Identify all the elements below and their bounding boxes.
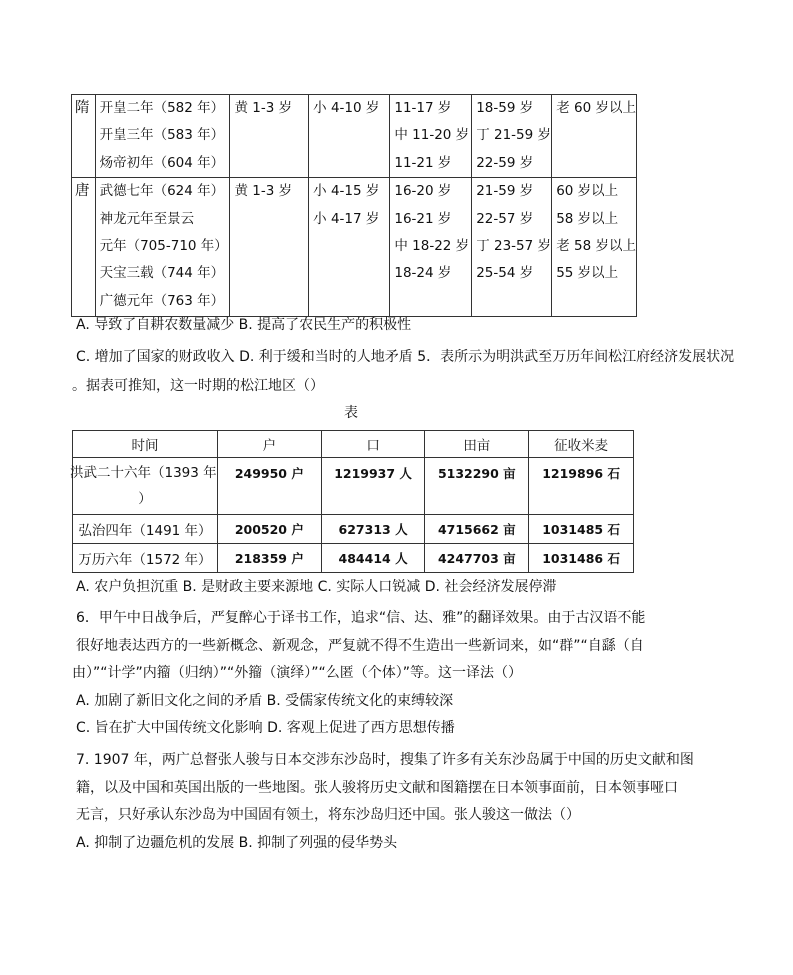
songjiang-economy-table <box>72 430 634 573</box>
table-row <box>72 178 637 317</box>
dynasty-cell: 隋 <box>72 95 96 178</box>
xiao-cell: 小 4-15 岁 小 4-17 岁 <box>309 178 390 317</box>
farmland-cell: 4715662 亩 <box>425 515 529 544</box>
grain-tax-cell: 1219896 石 <box>529 458 634 515</box>
column-header: 户 <box>217 431 321 458</box>
ding-cell: 18-59 岁 丁 21-59 岁 22-59 岁 <box>472 95 552 178</box>
xiao-cell: 小 4-10 岁 <box>309 95 390 178</box>
huang-cell: 黄 1-3 岁 <box>230 178 309 317</box>
q6-stem-line: 6．甲午中日战争后，严复醉心于译书工作，追求“信、达、雅”的翻译效果。由于古汉语不能 <box>76 610 646 626</box>
households-cell: 249950 户 <box>217 458 321 515</box>
households-cell: 218359 户 <box>217 544 321 573</box>
table-caption: 表 <box>344 405 358 421</box>
ding-cell: 21-59 岁 22-57 岁 丁 23-57 岁 25-54 岁 <box>472 178 552 317</box>
table-row <box>73 458 634 515</box>
lao-cell: 60 岁以上 58 岁以上 老 58 岁以上 55 岁以上 <box>552 178 637 317</box>
time-cell: 洪武二十六年（1393 年 ） <box>73 458 218 515</box>
population-cell: 484414 人 <box>321 544 425 573</box>
q6-option-line: C. 旨在扩大中国传统文化影响 D. 客观上促进了西方思想传播 <box>76 720 455 736</box>
grain-tax-cell: 1031485 石 <box>529 515 634 544</box>
time-cell: 弘治四年（1491 年） <box>73 515 218 544</box>
q6-option-line: A. 加剧了新旧文化之间的矛盾 B. 受儒家传统文化的束缚较深 <box>76 693 454 709</box>
q6-stem-line: 很好地表达西方的一些新概念、新观念，严复就不得不生造出一些新词来，如“群”“自繇（自 <box>76 638 644 654</box>
table-row <box>72 95 637 178</box>
time-cell: 万历六年（1572 年） <box>73 544 218 573</box>
households-cell: 200520 户 <box>217 515 321 544</box>
table-header-row <box>73 431 634 458</box>
farmland-cell: 4247703 亩 <box>425 544 529 573</box>
q7-stem-line: 7. 1907 年，两广总督张人骏与日本交涉东沙岛时，搜集了许多有关东沙岛属于中国的历史文献和图 <box>76 752 694 768</box>
q5-stem-line: 。据表可推知，这一时期的松江地区（） <box>72 378 324 394</box>
column-header: 征收米麦 <box>529 431 634 458</box>
q4-option-line: A. 导致了自耕农数量减少 B. 提高了农民生产的积极性 <box>76 317 412 333</box>
table-row <box>73 544 634 573</box>
zhong-cell: 11-17 岁 中 11-20 岁 11-21 岁 <box>390 95 472 178</box>
column-header: 时间 <box>73 431 218 458</box>
dynasty-cell: 唐 <box>72 178 96 317</box>
farmland-cell: 5132290 亩 <box>425 458 529 515</box>
q4-option-line: C. 增加了国家的财政收入 D. 利于缓和当时的人地矛盾 5．表所示为明洪武至万历年间松江府经济发展状况 <box>76 349 735 365</box>
q7-stem-line: 无言，只好承认东沙岛为中国固有领土，将东沙岛归还中国。张人骏这一做法（） <box>76 807 580 823</box>
era-cell: 开皇二年（582 年） 开皇三年（583 年） 炀帝初年（604 年） <box>95 95 230 178</box>
column-header: 田亩 <box>425 431 529 458</box>
lao-cell: 老 60 岁以上 <box>552 95 637 178</box>
era-cell: 武德七年（624 年） 神龙元年至景云 元年（705-710 年） 天宝三载（744 年） 广德元年（763 年） <box>95 178 230 317</box>
q7-option-line: A. 抑制了边疆危机的发展 B. 抑制了列强的侵华势头 <box>76 835 398 851</box>
table-row <box>73 515 634 544</box>
zhong-cell: 16-20 岁 16-21 岁 中 18-22 岁 18-24 岁 <box>390 178 472 317</box>
column-header: 口 <box>321 431 425 458</box>
huang-cell: 黄 1-3 岁 <box>230 95 309 178</box>
q5-option-line: A. 农户负担沉重 B. 是财政主要来源地 C. 实际人口锐减 D. 社会经济发展停滞 <box>76 579 557 595</box>
population-cell: 1219937 人 <box>321 458 425 515</box>
grain-tax-cell: 1031486 石 <box>529 544 634 573</box>
age-category-table <box>71 94 637 317</box>
q6-stem-line: 由）”“计学”内籀（归纳）”“外籀（演绎）”“么匿（个体）”等。这一译法（） <box>72 665 523 681</box>
population-cell: 627313 人 <box>321 515 425 544</box>
q7-stem-line: 籍，以及中国和英国出版的一些地图。张人骏将历史文献和图籍摆在日本领事面前，日本领事哑口 <box>76 780 678 796</box>
